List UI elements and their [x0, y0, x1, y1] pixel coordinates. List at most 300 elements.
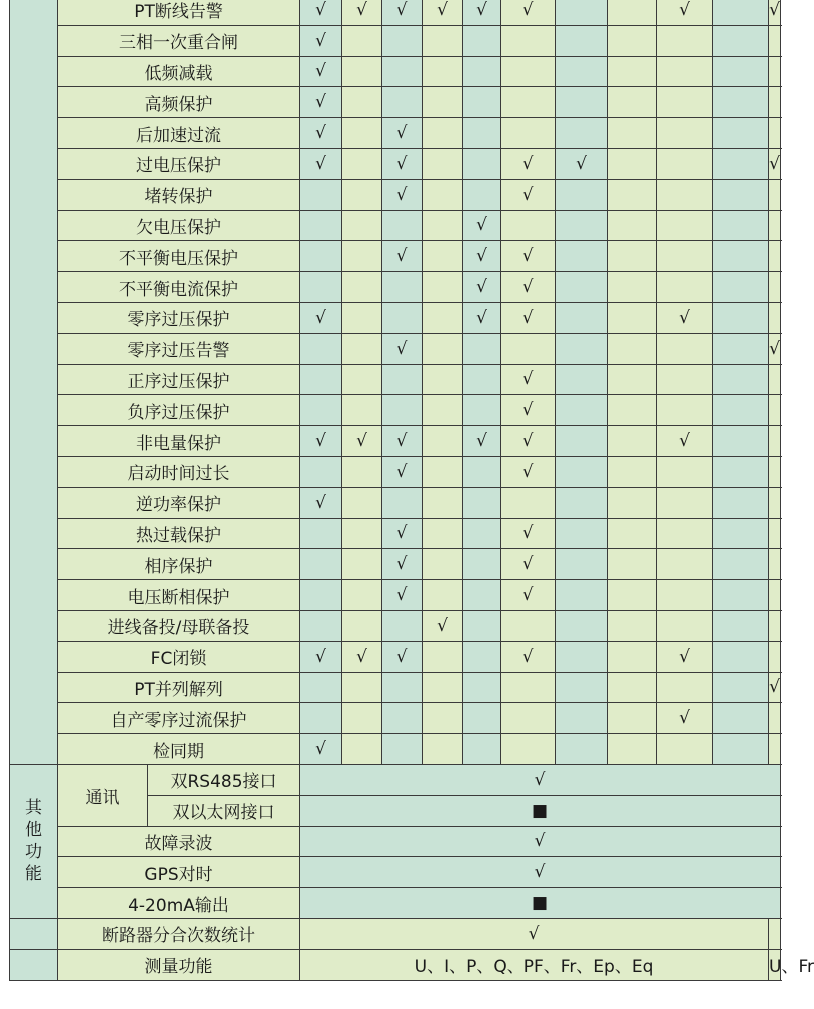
check-cell [501, 56, 556, 87]
check-cell [657, 518, 713, 549]
bottom-row [10, 949, 781, 980]
check-cell: √ [382, 118, 423, 149]
check-cell [382, 734, 423, 765]
check-cell [300, 549, 342, 580]
check-cell: √ [769, 672, 781, 703]
check-cell [382, 210, 423, 241]
check-cell [556, 272, 608, 303]
function-value: √ [300, 764, 781, 795]
check-cell: √ [423, 0, 463, 25]
check-cell [608, 580, 657, 611]
function-value: ■ [300, 795, 781, 826]
check-cell: √ [501, 241, 556, 272]
table-row [10, 395, 781, 426]
check-cell [608, 333, 657, 364]
check-cell [423, 518, 463, 549]
other-function-row [10, 888, 781, 919]
check-cell [342, 734, 382, 765]
check-cell [463, 703, 501, 734]
check-cell [769, 272, 781, 303]
protection-label: 非电量保护 [58, 426, 300, 457]
check-cell [463, 87, 501, 118]
check-cell [342, 148, 382, 179]
check-cell [608, 0, 657, 25]
table-row [10, 56, 781, 87]
check-cell [423, 241, 463, 272]
check-cell [556, 118, 608, 149]
check-cell [608, 549, 657, 580]
bottom-value-last: U、Fr [769, 949, 781, 980]
protection-label: FC闭锁 [58, 641, 300, 672]
check-cell [608, 118, 657, 149]
check-cell: √ [657, 302, 713, 333]
check-cell [300, 610, 342, 641]
check-cell [463, 333, 501, 364]
check-cell [501, 610, 556, 641]
table-row [10, 426, 781, 457]
check-cell [713, 487, 769, 518]
check-cell: √ [769, 333, 781, 364]
check-cell: √ [501, 364, 556, 395]
check-cell [300, 241, 342, 272]
check-cell [769, 241, 781, 272]
check-cell [342, 56, 382, 87]
check-cell [382, 364, 423, 395]
check-cell [769, 25, 781, 56]
check-cell [382, 487, 423, 518]
protection-feature-table [9, 0, 814, 981]
check-cell [713, 87, 769, 118]
check-cell [769, 456, 781, 487]
check-cell [556, 549, 608, 580]
check-cell [423, 395, 463, 426]
check-cell [556, 734, 608, 765]
check-cell [769, 395, 781, 426]
check-cell [608, 395, 657, 426]
protection-label: 零序过压告警 [58, 333, 300, 364]
check-cell [608, 703, 657, 734]
check-cell [769, 210, 781, 241]
check-cell [300, 333, 342, 364]
check-cell [556, 0, 608, 25]
check-cell [463, 148, 501, 179]
check-cell [342, 518, 382, 549]
check-cell: √ [501, 302, 556, 333]
check-cell: √ [501, 641, 556, 672]
check-cell [769, 734, 781, 765]
check-cell [713, 703, 769, 734]
protection-label: 进线备投/母联备投 [58, 610, 300, 641]
comm-sub-label: 双RS485接口 [148, 764, 300, 795]
function-label: 故障录波 [58, 826, 300, 857]
protection-label: 电压断相保护 [58, 580, 300, 611]
check-cell [657, 395, 713, 426]
function-value: √ [300, 857, 781, 888]
check-cell [657, 56, 713, 87]
check-cell [423, 456, 463, 487]
comm-label: 通讯 [58, 764, 148, 826]
check-cell [423, 364, 463, 395]
check-cell [556, 641, 608, 672]
check-cell [342, 333, 382, 364]
check-cell: √ [300, 25, 342, 56]
check-cell [608, 456, 657, 487]
check-cell [657, 364, 713, 395]
check-cell [713, 610, 769, 641]
check-cell [769, 426, 781, 457]
check-cell [342, 672, 382, 703]
check-cell [769, 118, 781, 149]
check-cell [342, 87, 382, 118]
bottom-value-main: U、I、P、Q、PF、Fr、Ep、Eq [300, 949, 769, 980]
table-row [10, 25, 781, 56]
check-cell [713, 549, 769, 580]
category-char: 能 [25, 864, 42, 885]
check-cell: √ [463, 426, 501, 457]
bottom-value-last [769, 918, 781, 949]
check-cell [713, 210, 769, 241]
check-cell: √ [463, 0, 501, 25]
check-cell [769, 487, 781, 518]
table-row [10, 734, 781, 765]
check-cell [556, 25, 608, 56]
check-cell [657, 672, 713, 703]
check-cell [423, 734, 463, 765]
check-cell [342, 580, 382, 611]
check-cell [608, 610, 657, 641]
check-cell [769, 518, 781, 549]
category-cell-empty [10, 949, 58, 980]
check-cell [556, 241, 608, 272]
other-function-row [10, 826, 781, 857]
table-row [10, 580, 781, 611]
check-cell: √ [382, 641, 423, 672]
check-cell [556, 87, 608, 118]
check-cell [382, 610, 423, 641]
check-cell [342, 456, 382, 487]
check-cell: √ [463, 302, 501, 333]
check-cell [713, 241, 769, 272]
check-cell [556, 580, 608, 611]
check-cell [463, 25, 501, 56]
check-cell [713, 672, 769, 703]
check-cell [423, 56, 463, 87]
check-cell: √ [382, 148, 423, 179]
check-cell [769, 179, 781, 210]
check-cell [501, 672, 556, 703]
check-cell [769, 87, 781, 118]
check-cell [300, 179, 342, 210]
check-cell: √ [501, 272, 556, 303]
check-cell [423, 333, 463, 364]
category-other-functions [10, 764, 58, 918]
check-cell [463, 487, 501, 518]
check-cell [556, 703, 608, 734]
check-cell [423, 580, 463, 611]
check-cell: √ [501, 0, 556, 25]
check-cell [657, 118, 713, 149]
check-cell [769, 641, 781, 672]
check-cell: √ [300, 487, 342, 518]
check-cell: √ [300, 641, 342, 672]
check-cell [382, 87, 423, 118]
check-cell: √ [382, 179, 423, 210]
check-cell [713, 333, 769, 364]
check-cell [423, 272, 463, 303]
check-cell: √ [501, 148, 556, 179]
check-cell [501, 25, 556, 56]
check-cell [423, 179, 463, 210]
check-cell [423, 641, 463, 672]
function-label: 4-20mA输出 [58, 888, 300, 919]
check-cell [769, 703, 781, 734]
protection-label: 相序保护 [58, 549, 300, 580]
check-cell [657, 87, 713, 118]
check-cell [342, 610, 382, 641]
check-cell [769, 610, 781, 641]
protection-label: 过电压保护 [58, 148, 300, 179]
protection-label: PT并列解列 [58, 672, 300, 703]
check-cell [463, 456, 501, 487]
protection-label: 逆功率保护 [58, 487, 300, 518]
check-cell [657, 580, 713, 611]
check-cell [657, 241, 713, 272]
table-row [10, 456, 781, 487]
check-cell: √ [463, 241, 501, 272]
check-cell [608, 364, 657, 395]
check-cell [657, 456, 713, 487]
check-cell [423, 426, 463, 457]
bottom-label: 测量功能 [58, 949, 300, 980]
check-cell [423, 703, 463, 734]
check-cell: √ [300, 56, 342, 87]
bottom-label: 断路器分合次数统计 [58, 918, 300, 949]
check-cell [657, 610, 713, 641]
protection-label: 热过载保护 [58, 518, 300, 549]
check-cell [300, 580, 342, 611]
check-cell: √ [382, 426, 423, 457]
check-cell [382, 272, 423, 303]
check-cell [342, 210, 382, 241]
protection-label: 自产零序过流保护 [58, 703, 300, 734]
check-cell: √ [382, 549, 423, 580]
check-cell [769, 56, 781, 87]
check-cell [300, 456, 342, 487]
check-cell [657, 148, 713, 179]
check-cell [556, 487, 608, 518]
check-cell: √ [501, 456, 556, 487]
check-cell [657, 487, 713, 518]
check-cell [608, 641, 657, 672]
table-row [10, 364, 781, 395]
check-cell [501, 703, 556, 734]
check-cell: √ [501, 518, 556, 549]
check-cell [423, 302, 463, 333]
check-cell [342, 487, 382, 518]
check-cell [713, 426, 769, 457]
check-cell: √ [657, 0, 713, 25]
check-cell: √ [382, 241, 423, 272]
protection-label: 零序过压保护 [58, 302, 300, 333]
check-cell [657, 272, 713, 303]
check-cell [342, 302, 382, 333]
check-cell: √ [657, 641, 713, 672]
check-cell [608, 487, 657, 518]
check-cell [657, 734, 713, 765]
check-cell [608, 25, 657, 56]
category-char: 其 [25, 798, 42, 819]
protection-label: 三相一次重合闸 [58, 25, 300, 56]
protection-label: 不平衡电流保护 [58, 272, 300, 303]
check-cell [713, 580, 769, 611]
check-cell [300, 272, 342, 303]
check-cell [382, 302, 423, 333]
other-function-row [10, 857, 781, 888]
check-cell [608, 56, 657, 87]
check-cell [463, 610, 501, 641]
check-cell [342, 118, 382, 149]
other-function-row [10, 764, 781, 795]
check-cell: √ [300, 302, 342, 333]
table-row [10, 0, 781, 25]
check-cell: √ [342, 641, 382, 672]
check-cell: √ [769, 148, 781, 179]
table-row [10, 148, 781, 179]
check-cell [382, 672, 423, 703]
check-cell [300, 703, 342, 734]
check-cell [713, 364, 769, 395]
check-cell [463, 549, 501, 580]
check-cell [342, 241, 382, 272]
check-cell [423, 118, 463, 149]
check-cell: √ [300, 118, 342, 149]
check-cell [300, 210, 342, 241]
protection-label: 正序过压保护 [58, 364, 300, 395]
check-cell [300, 364, 342, 395]
check-cell [713, 118, 769, 149]
table-row [10, 487, 781, 518]
check-cell [463, 364, 501, 395]
check-cell: √ [501, 426, 556, 457]
category-char: 他 [25, 820, 42, 841]
check-cell [713, 641, 769, 672]
check-cell [501, 87, 556, 118]
check-cell [501, 487, 556, 518]
category-cell-empty [10, 918, 58, 949]
protection-label: 低频减载 [58, 56, 300, 87]
check-cell [423, 549, 463, 580]
check-cell [657, 210, 713, 241]
check-cell [342, 395, 382, 426]
check-cell [608, 148, 657, 179]
check-cell: √ [501, 179, 556, 210]
check-cell [556, 302, 608, 333]
check-cell [556, 610, 608, 641]
bottom-row [10, 918, 781, 949]
table-row [10, 672, 781, 703]
check-cell [423, 672, 463, 703]
table-row [10, 302, 781, 333]
table-row [10, 179, 781, 210]
check-cell [300, 518, 342, 549]
check-cell [769, 549, 781, 580]
check-cell [608, 210, 657, 241]
check-cell [657, 25, 713, 56]
check-cell [657, 549, 713, 580]
protection-label: 不平衡电压保护 [58, 241, 300, 272]
check-cell [713, 179, 769, 210]
check-cell: √ [300, 734, 342, 765]
protection-label: 后加速过流 [58, 118, 300, 149]
check-cell [713, 518, 769, 549]
check-cell: √ [382, 333, 423, 364]
check-cell: √ [501, 549, 556, 580]
check-cell [423, 210, 463, 241]
bottom-value-main: √ [300, 918, 769, 949]
check-cell [769, 364, 781, 395]
check-cell: √ [300, 148, 342, 179]
check-cell [713, 302, 769, 333]
check-cell [556, 179, 608, 210]
check-cell [501, 210, 556, 241]
table-row [10, 549, 781, 580]
table-row [10, 333, 781, 364]
check-cell: √ [501, 580, 556, 611]
check-cell [556, 364, 608, 395]
check-cell [423, 148, 463, 179]
check-cell [382, 395, 423, 426]
check-cell [342, 364, 382, 395]
comm-sub-label: 双以太网接口 [148, 795, 300, 826]
check-cell [657, 179, 713, 210]
check-cell [423, 25, 463, 56]
check-cell [463, 580, 501, 611]
check-cell: √ [463, 272, 501, 303]
function-label: GPS对时 [58, 857, 300, 888]
protection-label: 欠电压保护 [58, 210, 300, 241]
check-cell [501, 333, 556, 364]
check-cell [300, 395, 342, 426]
check-cell [463, 56, 501, 87]
check-cell [342, 549, 382, 580]
protection-label: 高频保护 [58, 87, 300, 118]
check-cell [769, 580, 781, 611]
function-value: ■ [300, 888, 781, 919]
check-cell [423, 87, 463, 118]
check-cell [342, 272, 382, 303]
check-cell [342, 179, 382, 210]
check-cell [713, 272, 769, 303]
protection-label: 堵转保护 [58, 179, 300, 210]
check-cell [382, 56, 423, 87]
check-cell [713, 0, 769, 25]
check-cell: √ [300, 87, 342, 118]
table-row [10, 610, 781, 641]
check-cell [382, 703, 423, 734]
check-cell [657, 333, 713, 364]
protection-label: 启动时间过长 [58, 456, 300, 487]
check-cell: √ [657, 703, 713, 734]
check-cell: √ [423, 610, 463, 641]
check-cell [713, 148, 769, 179]
check-cell: √ [382, 0, 423, 25]
check-cell [423, 487, 463, 518]
table-row [10, 87, 781, 118]
check-cell [463, 518, 501, 549]
check-cell [382, 25, 423, 56]
check-cell [463, 734, 501, 765]
check-cell [713, 56, 769, 87]
